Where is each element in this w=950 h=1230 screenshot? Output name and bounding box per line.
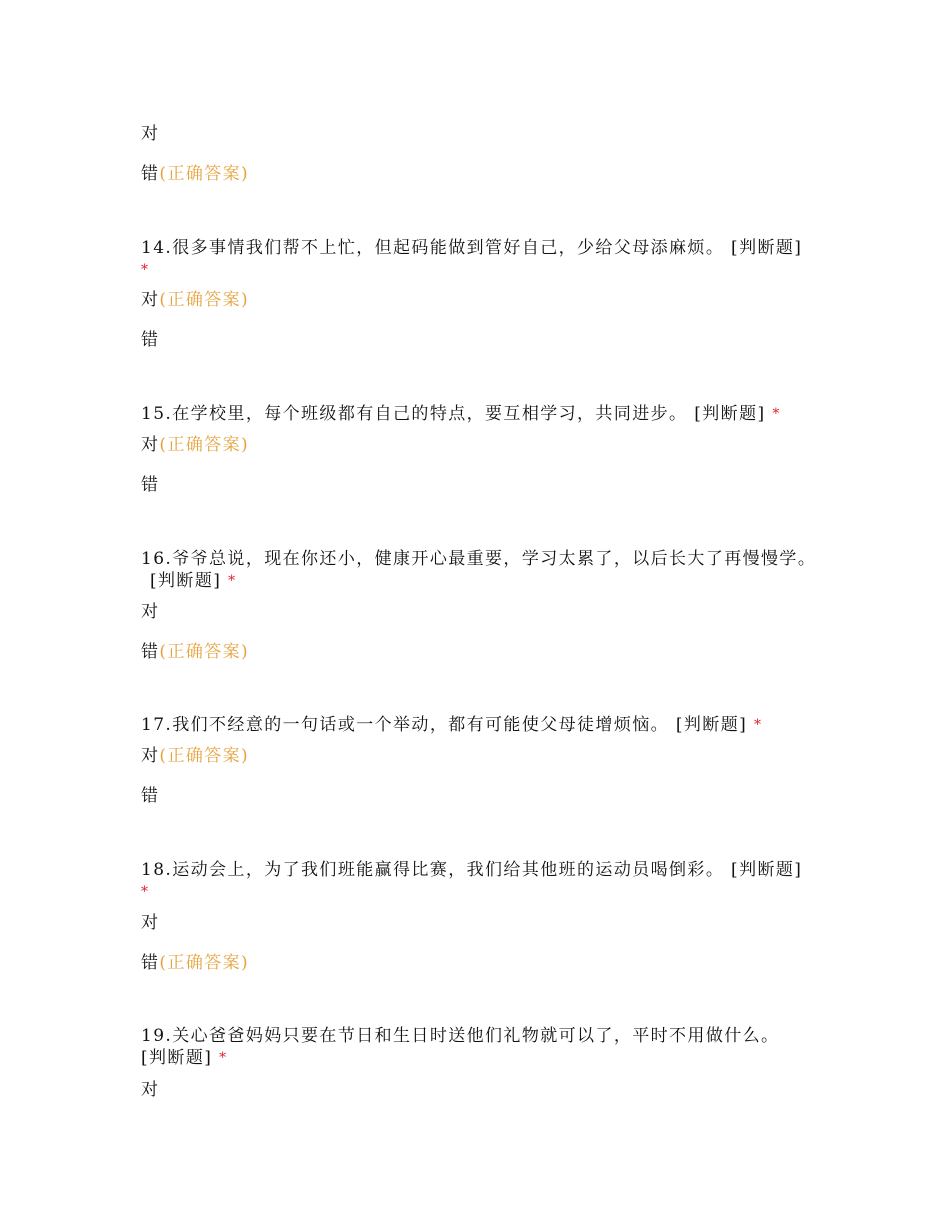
question-type-tag: [判断题] [141, 1048, 213, 1068]
option-label: 错 [141, 642, 160, 662]
q15-question [141, 403, 781, 426]
required-mark: * [141, 884, 150, 900]
q16-option-true[interactable] [141, 601, 159, 623]
correct-answer-label: (正确答案) [159, 953, 250, 973]
option-label: 对 [141, 124, 160, 144]
option-label: 对 [141, 602, 160, 622]
q17-option-false[interactable] [141, 785, 159, 807]
option-label: 对 [141, 746, 160, 766]
correct-answer-label: (正确答案) [159, 290, 250, 310]
question-type-tag: [判断题] [694, 404, 766, 424]
required-mark: * [772, 406, 781, 422]
q18-required-row [141, 881, 149, 904]
q14-question [141, 237, 802, 259]
q13-option-false[interactable] [141, 163, 249, 185]
option-label: 错 [141, 164, 160, 184]
correct-answer-label: (正确答案) [159, 642, 250, 662]
question-text: 16.爷爷总说，现在你还小，健康开心最重要，学习太累了，以后长大了再慢慢学。 [141, 549, 817, 569]
q13-option-true[interactable] [141, 123, 159, 145]
q19-tag-row [141, 1047, 227, 1070]
correct-answer-label: (正确答案) [159, 164, 250, 184]
correct-answer-label: (正确答案) [159, 746, 250, 766]
q14-option-false[interactable] [141, 329, 159, 351]
q17-option-true[interactable] [141, 745, 249, 767]
option-label: 错 [141, 475, 160, 495]
question-text: 18.运动会上，为了我们班能赢得比赛，我们给其他班的运动员喝倒彩。 [141, 860, 725, 880]
q16-option-false[interactable] [141, 641, 249, 663]
question-type-tag: [判断题] [731, 860, 803, 880]
option-label: 错 [141, 953, 160, 973]
q17-question [141, 714, 762, 737]
q19-option-true[interactable] [141, 1079, 159, 1101]
required-mark: * [219, 1050, 228, 1066]
question-text: 17.我们不经意的一句话或一个举动，都有可能使父母徒增烦恼。 [141, 715, 670, 735]
question-text: 19.关心爸爸妈妈只要在节日和生日时送他们礼物就可以了，平时不用做什么。 [141, 1026, 780, 1046]
option-label: 对 [141, 290, 160, 310]
question-type-tag: [判断题] [150, 571, 222, 591]
question-type-tag: [判断题] [731, 238, 803, 258]
required-mark: * [228, 573, 237, 589]
option-label: 错 [141, 330, 160, 350]
option-label: 对 [141, 913, 160, 933]
q16-question [141, 548, 816, 570]
question-type-tag: [判断题] [675, 715, 748, 735]
option-label: 错 [141, 786, 160, 806]
q18-question [141, 859, 802, 881]
q16-tag-row [150, 570, 236, 593]
q15-option-true[interactable] [141, 434, 249, 456]
correct-answer-label: (正确答案) [159, 435, 250, 455]
q19-question [141, 1025, 779, 1047]
option-label: 对 [141, 1080, 160, 1100]
q18-option-false[interactable] [141, 952, 249, 974]
q14-option-true[interactable] [141, 289, 249, 311]
question-text: 15.在学校里，每个班级都有自己的特点，要互相学习，共同进步。 [141, 404, 688, 424]
required-mark: * [753, 717, 763, 733]
q15-option-false[interactable] [141, 474, 159, 496]
q14-required-row [141, 259, 149, 282]
required-mark: * [141, 262, 150, 278]
q18-option-true[interactable] [141, 912, 159, 934]
option-label: 对 [141, 435, 160, 455]
question-text: 14.很多事情我们帮不上忙，但起码能做到管好自己，少给父母添麻烦。 [141, 238, 725, 258]
